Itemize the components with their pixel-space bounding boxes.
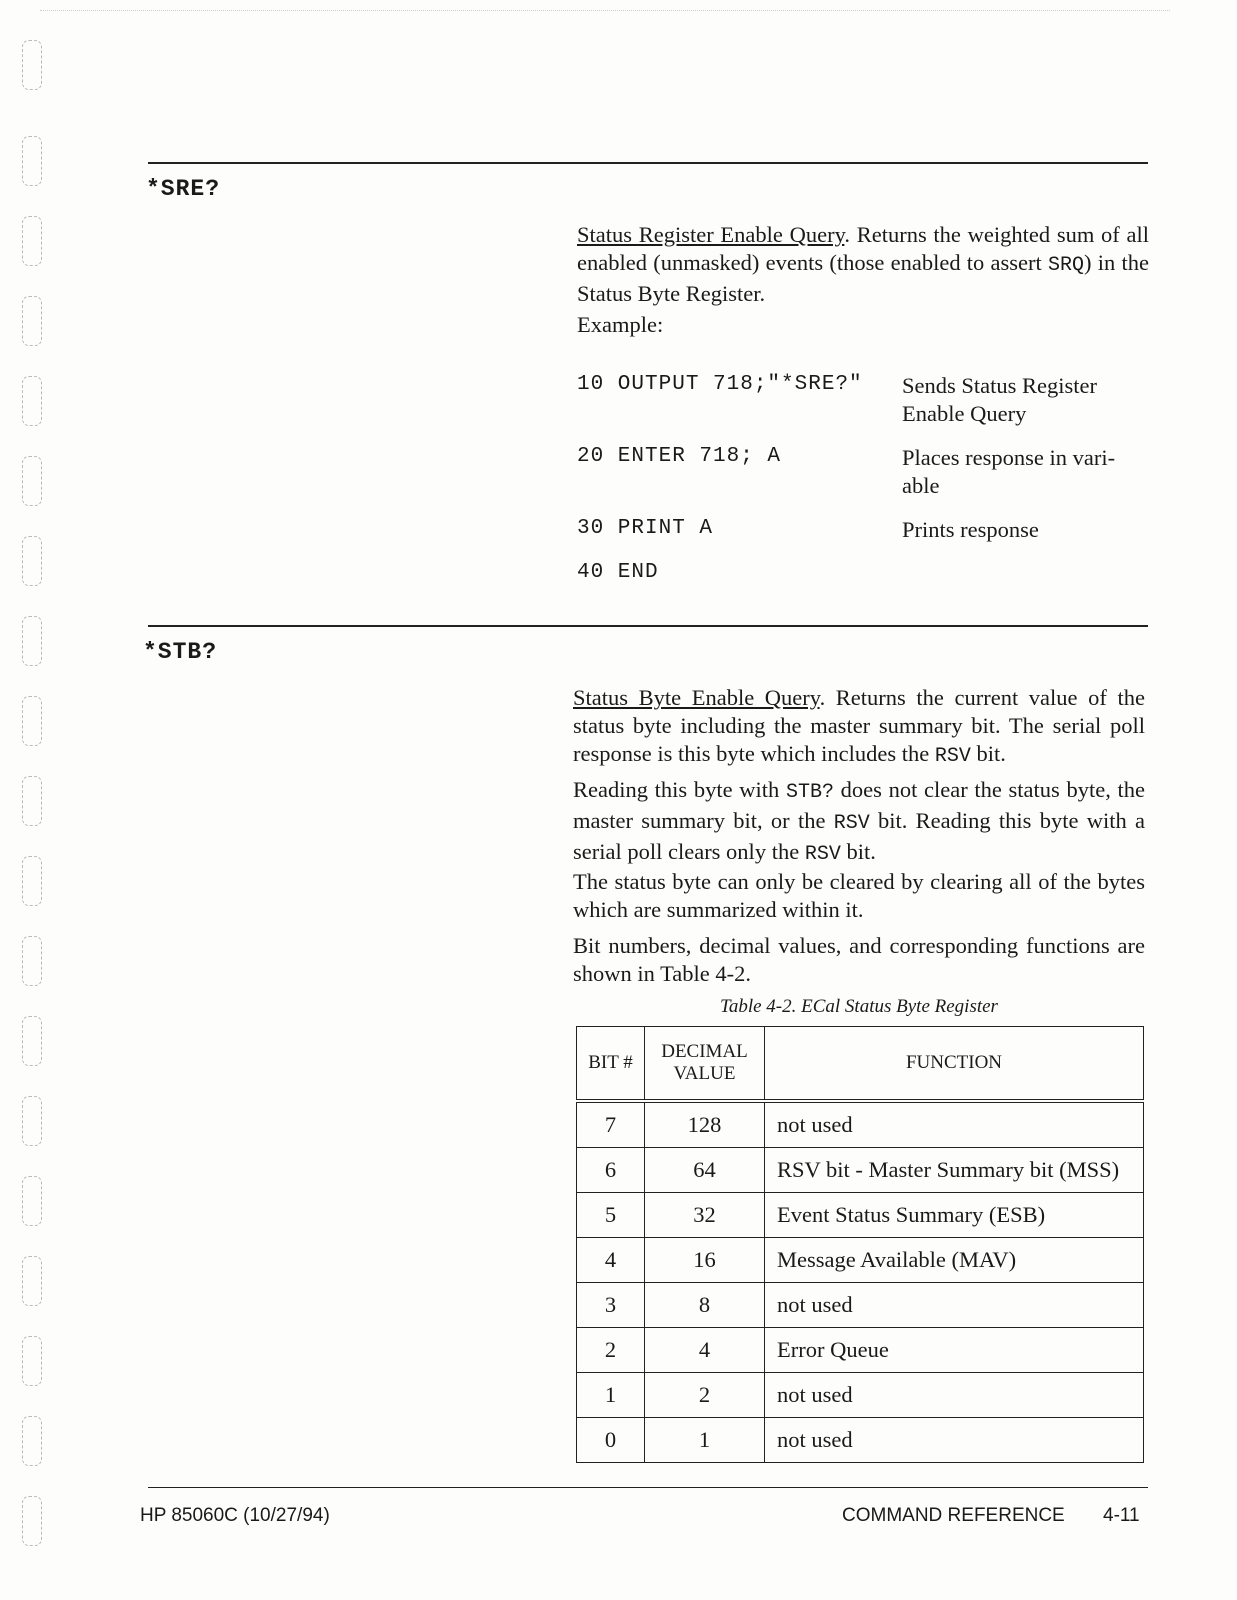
- value-cell: 128: [645, 1101, 765, 1148]
- binder-hole: [22, 776, 42, 826]
- bit-cell: 7: [577, 1101, 645, 1148]
- stb-keyword: STB?: [785, 781, 834, 804]
- header-bit: BIT #: [577, 1027, 645, 1102]
- table-row: [577, 1283, 1144, 1328]
- stb-paragraph-4: Bit numbers, decimal values, and corresponding functions are shown in Table 4-2.: [573, 933, 1145, 986]
- binder-hole: [22, 296, 42, 346]
- stb-heading: *STB?: [143, 639, 218, 665]
- header-decimal-value: DECIMAL VALUE: [645, 1027, 765, 1102]
- code-desc-20: Places response in vari-able: [902, 445, 1116, 498]
- value-cell: 4: [645, 1328, 765, 1373]
- function-cell: not used: [765, 1283, 1144, 1328]
- stb-p2-text: bit. Reading this byte with a serial poll clears only the: [573, 808, 1145, 864]
- footer-section: COMMAND REFERENCE: [842, 1505, 1065, 1526]
- function-cell: not used: [765, 1418, 1144, 1463]
- value-cell: 16: [645, 1238, 765, 1283]
- binder-hole: [22, 1416, 42, 1466]
- header-function: FUNCTION: [765, 1027, 1144, 1102]
- section-divider: [148, 625, 1148, 627]
- table-row: [577, 1328, 1144, 1373]
- table-header-row: [577, 1027, 1144, 1102]
- section-divider: [148, 162, 1148, 164]
- binder-hole: [22, 136, 42, 186]
- stb-p2-text: Reading this byte with: [573, 777, 786, 802]
- bit-cell: 6: [577, 1148, 645, 1193]
- binder-hole: [22, 1256, 42, 1306]
- binder-hole: [22, 1176, 42, 1226]
- code-line-10: 10 OUTPUT 718;"*SRE?": [577, 373, 863, 396]
- table-caption: Table 4-2. ECal Status Byte Register: [720, 996, 998, 1017]
- footer-rule: [148, 1487, 1148, 1488]
- function-cell: not used: [765, 1373, 1144, 1418]
- binder-hole: [22, 40, 42, 90]
- status-byte-register-table: [576, 1026, 1144, 1463]
- rsv-keyword: RSV: [804, 843, 841, 866]
- stb-p1-end: bit.: [970, 741, 1006, 766]
- table-row: [577, 1101, 1144, 1148]
- function-cell: not used: [765, 1101, 1144, 1148]
- footer-page-number: 4-11: [1103, 1505, 1140, 1526]
- bit-cell: 3: [577, 1283, 645, 1328]
- binder-hole: [22, 696, 42, 746]
- code-line-20: 20 ENTER 718; A: [577, 445, 782, 468]
- stb-title: Status Byte Enable Query: [573, 685, 820, 710]
- binder-hole: [22, 856, 42, 906]
- bit-cell: 4: [577, 1238, 645, 1283]
- stb-paragraph-1: [573, 684, 1145, 771]
- binder-hole: [22, 1096, 42, 1146]
- stb-paragraph-2: [573, 776, 1145, 869]
- binder-hole: [22, 456, 42, 506]
- stb-p2-text: bit.: [840, 839, 876, 864]
- bit-cell: 0: [577, 1418, 645, 1463]
- bit-cell: 5: [577, 1193, 645, 1238]
- value-cell: 2: [645, 1373, 765, 1418]
- function-cell: Error Queue: [765, 1328, 1144, 1373]
- binder-hole: [22, 1016, 42, 1066]
- binder-hole: [22, 376, 42, 426]
- table-row: [577, 1238, 1144, 1283]
- binder-hole: [22, 216, 42, 266]
- code-desc-10: Sends Status Register Enable Query: [902, 373, 1097, 426]
- table-row: [577, 1418, 1144, 1463]
- footer-doc-id: HP 85060C (10/27/94): [140, 1505, 330, 1526]
- code-desc-30: Prints response: [902, 517, 1039, 542]
- code-line-40: 40 END: [577, 561, 659, 584]
- function-cell: Event Status Summary (ESB): [765, 1193, 1144, 1238]
- binder-hole: [22, 536, 42, 586]
- rsv-keyword: RSV: [934, 745, 971, 768]
- srq-keyword: SRQ: [1048, 254, 1085, 277]
- rsv-keyword: RSV: [833, 812, 870, 835]
- bit-cell: 2: [577, 1328, 645, 1373]
- stb-p1-text: . Returns the current value of the status byte including the master summary bit. The serial poll response is this byte which includes the: [573, 685, 1145, 766]
- scan-edge-line: [40, 10, 1170, 11]
- binder-hole: [22, 616, 42, 666]
- value-cell: 64: [645, 1148, 765, 1193]
- binder-hole: [22, 1336, 42, 1386]
- function-cell: RSV bit - Master Summary bit (MSS): [765, 1148, 1144, 1193]
- stb-p2-text: does not clear the status byte, the master summary bit, or the: [573, 777, 1145, 833]
- sre-heading: *SRE?: [146, 176, 221, 202]
- sre-text-end: ) in the Status Byte Register.: [577, 250, 1149, 306]
- bit-cell: 1: [577, 1373, 645, 1418]
- example-label: Example:: [577, 312, 664, 337]
- stb-paragraph-3: The status byte can only be cleared by clearing all of the bytes which are summarized within it.: [573, 869, 1145, 922]
- value-cell: 1: [645, 1418, 765, 1463]
- value-cell: 8: [645, 1283, 765, 1328]
- value-cell: 32: [645, 1193, 765, 1238]
- table-row: [577, 1193, 1144, 1238]
- binder-hole: [22, 936, 42, 986]
- table-row: [577, 1373, 1144, 1418]
- table-row: [577, 1148, 1144, 1193]
- sre-text: . Returns the weighted sum of all enabled (unmasked) events (those enabled to assert: [577, 222, 1149, 275]
- code-line-30: 30 PRINT A: [577, 517, 714, 540]
- sre-title: Status Register Enable Query: [577, 222, 845, 247]
- binder-hole: [22, 1496, 42, 1546]
- function-cell: Message Available (MAV): [765, 1238, 1144, 1283]
- sre-description: [577, 221, 1149, 308]
